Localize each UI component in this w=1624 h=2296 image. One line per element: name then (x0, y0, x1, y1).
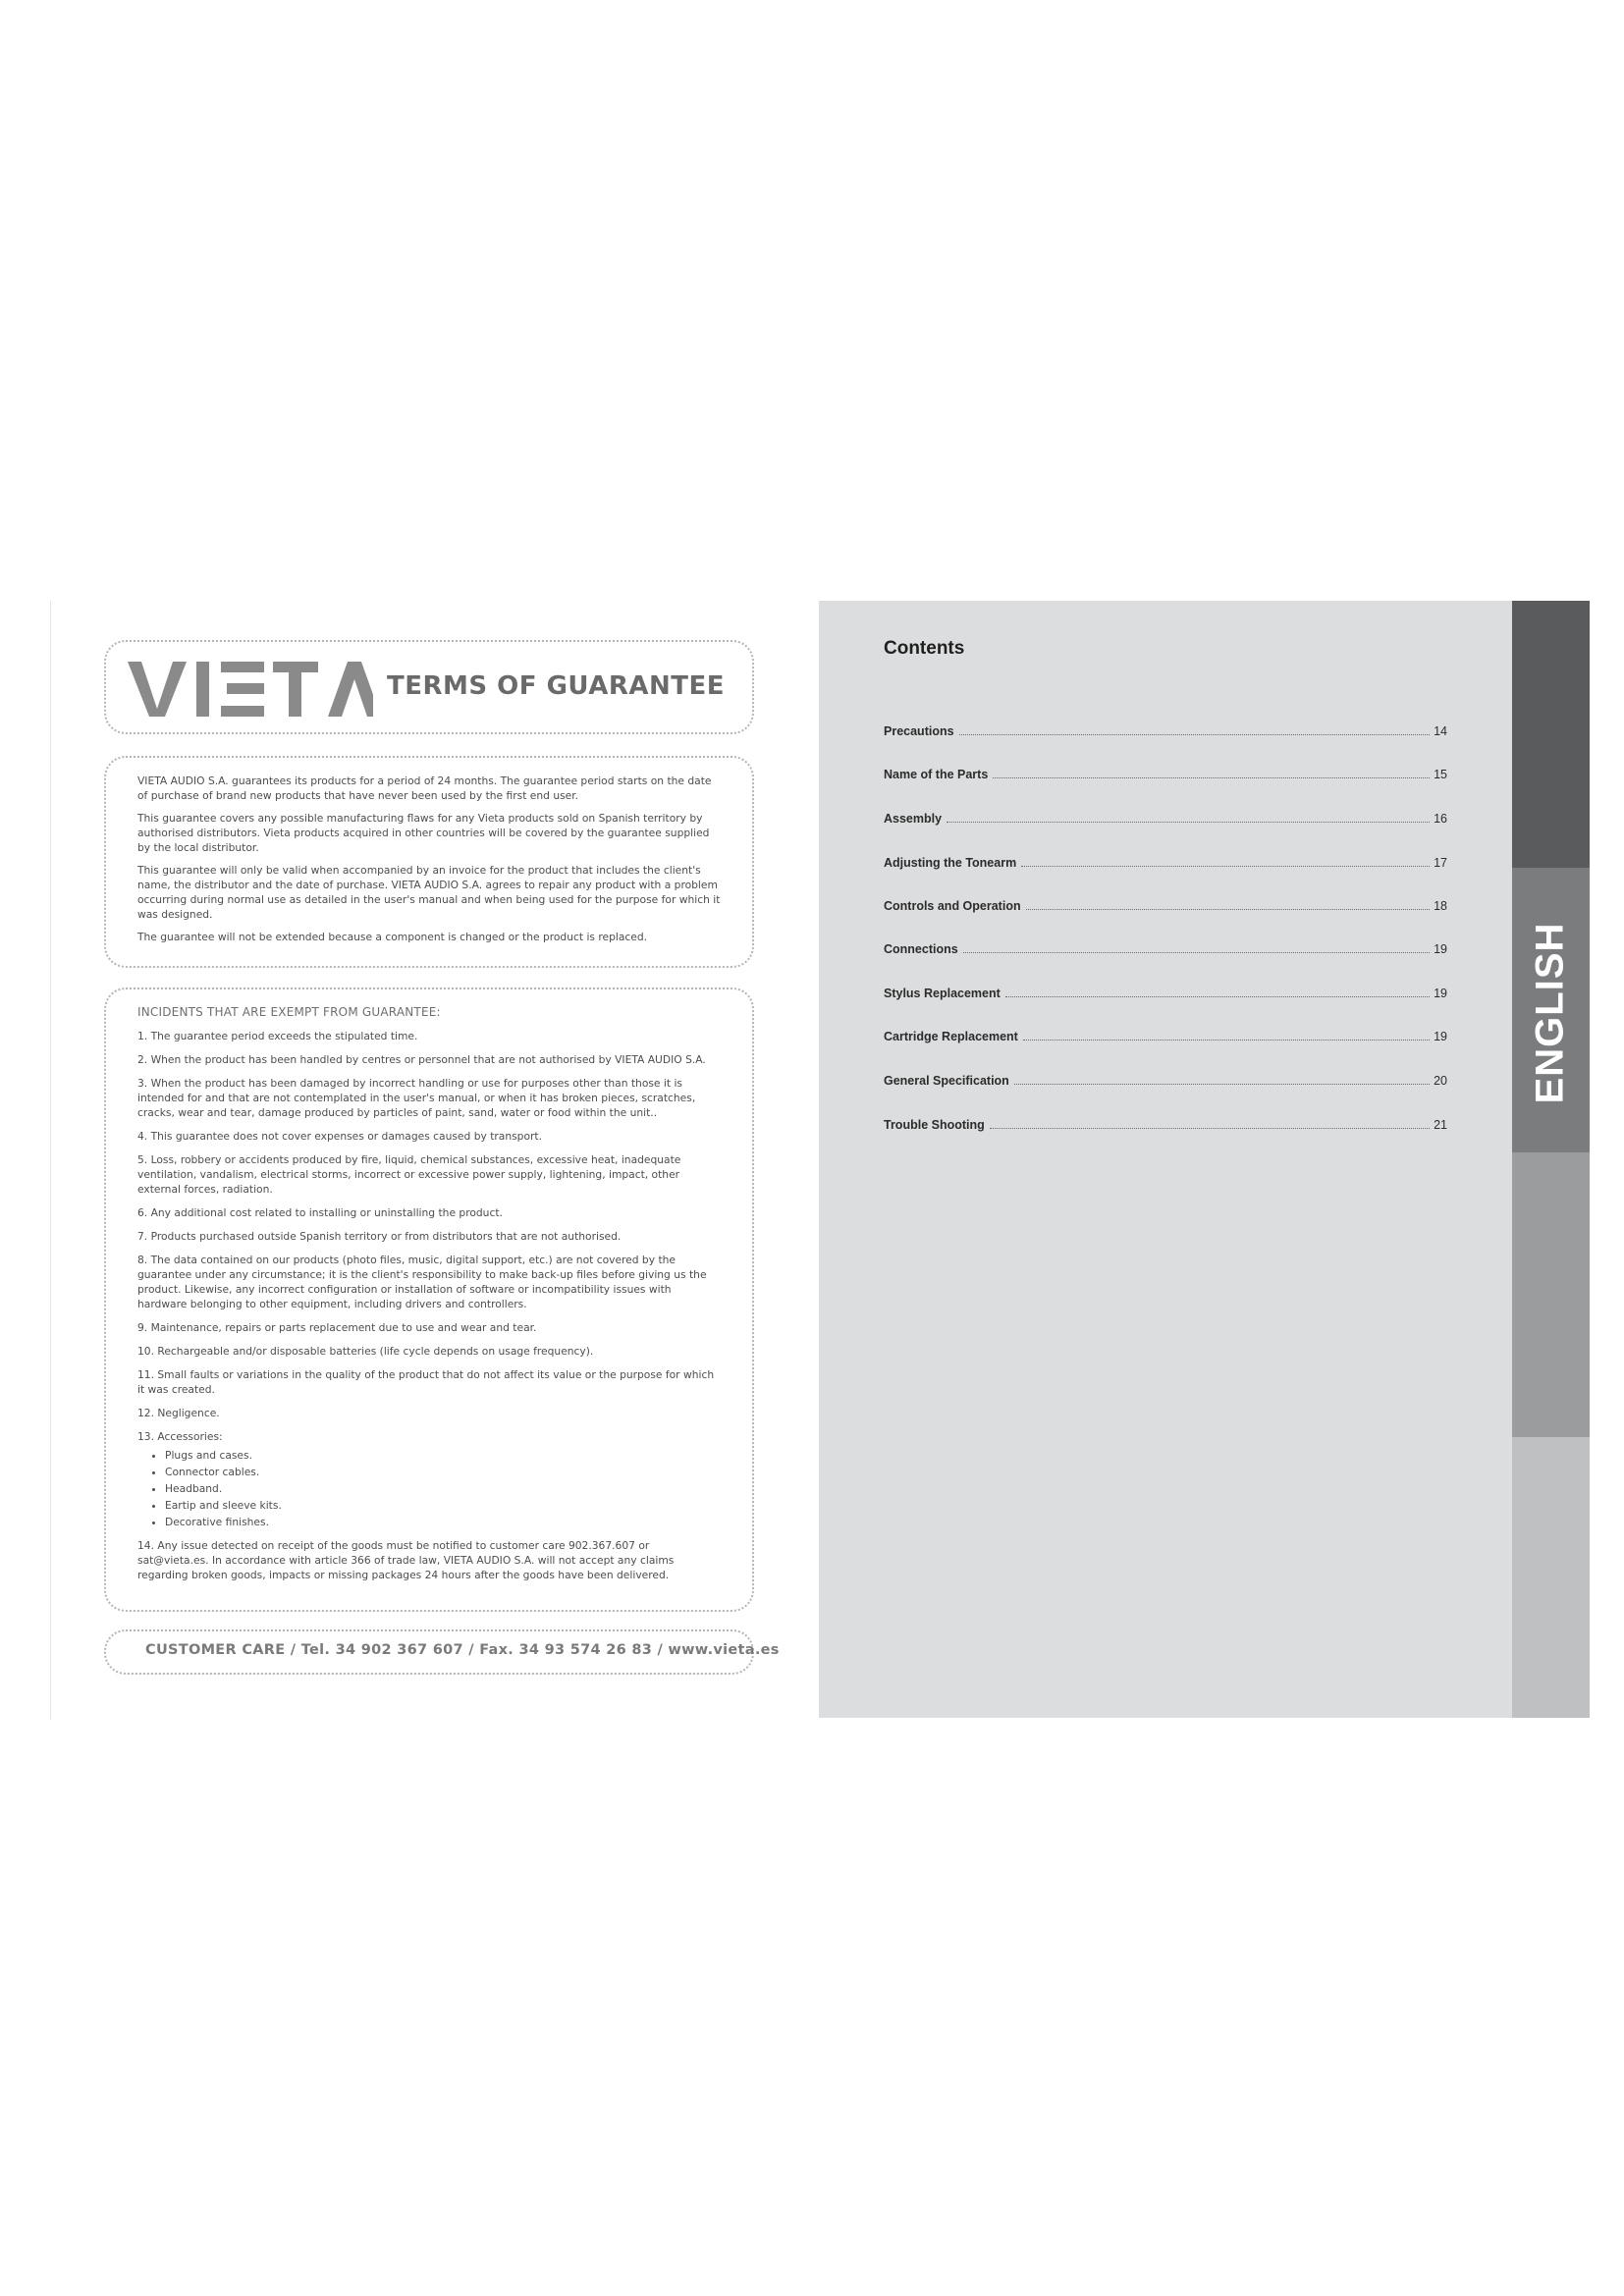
intro-paragraph: The guarantee will not be extended because a component is changed or the product is replaced. (137, 931, 648, 943)
toc-label: Stylus Replacement (884, 987, 1001, 1000)
exempt-item: 1. The guarantee period exceeds the stipulated time. (137, 1030, 418, 1042)
vieta-logo (128, 656, 373, 722)
exempt-heading: INCIDENTS THAT ARE EXEMPT FROM GUARANTEE: (137, 1005, 441, 1019)
toc-leader-dots (993, 777, 1430, 778)
guarantee-title-box (104, 640, 754, 734)
toc-entry[interactable] (884, 856, 1447, 870)
toc-entry[interactable] (884, 1030, 1447, 1043)
exempt-item: 5. Loss, robbery or accidents produced by fire, liquid, chemical substances, excessive heat, inadequate ventilation, vandalism, electrical storms, incorrect or excessive power supply, lightening, impact, other external forces, radiation. (137, 1153, 681, 1196)
toc-page-number: 21 (1434, 1118, 1447, 1132)
exempt-item: 8. The data contained on our products (photo files, music, digital support, etc.) are not covered by the guarantee under any circumstance; it is the client's responsibility to make back-up files before giving us the product. Likewise, any incorrect configuration or installation of software or incompatibility issues with hardware belonging to other equipment, including drivers and controllers. (137, 1254, 707, 1310)
toc-entry[interactable] (884, 942, 1447, 956)
toc-page-number: 16 (1434, 812, 1447, 826)
toc-entry[interactable] (884, 724, 1447, 738)
toc-page-number: 18 (1434, 899, 1447, 913)
exempt-item: 2. When the product has been handled by centres or personnel that are not authorised by VIETA AUDIO S.A. (137, 1053, 706, 1066)
accessory-item: • Plugs and cases. (165, 1447, 721, 1464)
toc-leader-dots (1005, 996, 1430, 997)
exempt-item: 7. Products purchased outside Spanish territory or from distributors that are not authorised. (137, 1230, 622, 1243)
toc-leader-dots (947, 822, 1430, 823)
customer-care-box (104, 1629, 780, 1675)
accessory-item: • Connector cables. (165, 1464, 721, 1480)
toc-entry[interactable] (884, 1074, 1447, 1088)
exempt-item: 9. Maintenance, repairs or parts replacement due to use and wear and tear. (137, 1321, 537, 1334)
toc-label: Adjusting the Tonearm (884, 856, 1017, 870)
exempt-item: 14. Any issue detected on receipt of the goods must be notified to customer care 902.367.607 or sat@vieta.es. In accordance with article 366 of trade law, VIETA AUDIO S.A. will not accept any claims regarding broken goods, impacts or missing packages 24 hours after the goods have been delivered. (137, 1539, 675, 1581)
toc-label: Cartridge Replacement (884, 1030, 1018, 1043)
exempt-item: 6. Any additional cost related to installing or uninstalling the product. (137, 1206, 503, 1219)
customer-care-text: CUSTOMER CARE / Tel. 34 902 367 607 / Fax. 34 93 574 26 83 / www.vieta.es (145, 1642, 780, 1658)
toc-leader-dots (963, 952, 1430, 953)
toc-page-number: 19 (1434, 1030, 1447, 1043)
toc-entry[interactable] (884, 768, 1447, 781)
contents-title: Contents (884, 638, 965, 659)
accessory-item: • Decorative finishes. (165, 1514, 721, 1530)
toc-label: Assembly (884, 812, 943, 826)
accessory-item: • Headband. (165, 1480, 721, 1497)
toc-entry[interactable] (884, 812, 1447, 826)
toc-page-number: 17 (1434, 856, 1447, 870)
accessory-item: • Eartip and sleeve kits. (165, 1497, 721, 1514)
language-tab-segment (1512, 1437, 1590, 1718)
toc-label: Connections (884, 942, 958, 956)
toc-leader-dots (1026, 909, 1431, 910)
page-edge-line (50, 601, 51, 1720)
contents-page (819, 601, 1512, 1718)
toc-page-number: 15 (1434, 768, 1447, 781)
toc-entry[interactable] (884, 1118, 1447, 1132)
intro-paragraph: VIETA AUDIO S.A. guarantees its products for a period of 24 months. The guarantee period starts on the date of purchase of brand new products that have never been used by the first end user. (137, 774, 712, 802)
toc-leader-dots (1021, 866, 1430, 867)
guarantee-title: TERMS OF GUARANTEE (387, 671, 726, 701)
exempt-item: 3. When the product has been damaged by incorrect handling or use for purposes other than those it is intended for and that are not contemplated in the user's manual, or when it has broken pieces, scratches, cracks, wear and tear, damage produced by particles of paint, sand, water or food within the unit.. (137, 1077, 696, 1119)
toc-label: Controls and Operation (884, 899, 1021, 913)
toc-label: Trouble Shooting (884, 1118, 985, 1132)
guarantee-intro-box (104, 756, 754, 968)
toc-page-number: 19 (1434, 942, 1447, 956)
toc-entry[interactable] (884, 899, 1447, 913)
toc-page-number: 14 (1434, 724, 1447, 738)
toc-leader-dots (1014, 1084, 1430, 1085)
accessories-list (137, 1447, 721, 1530)
toc-entry[interactable] (884, 987, 1447, 1000)
toc-leader-dots (1023, 1040, 1430, 1041)
language-label: ENGLISH (1528, 922, 1572, 1104)
intro-paragraph: This guarantee covers any possible manufacturing flaws for any Vieta products sold on Spanish territory by authorised distributors. Vieta products acquired in other countries will be covered by the guarantee supplied by the local distributor. (137, 812, 710, 854)
toc-label: General Specification (884, 1074, 1009, 1088)
exempt-incidents-box (104, 988, 754, 1612)
exempt-item: 13. Accessories: (137, 1430, 223, 1443)
toc-leader-dots (959, 734, 1431, 735)
language-tab-segment (1512, 1152, 1590, 1437)
exempt-item: 10. Rechargeable and/or disposable batteries (life cycle depends on usage frequency). (137, 1345, 594, 1358)
toc-page-number: 19 (1434, 987, 1447, 1000)
exempt-item: 4. This guarantee does not cover expenses or damages caused by transport. (137, 1130, 542, 1143)
toc-page-number: 20 (1434, 1074, 1447, 1088)
toc-leader-dots (990, 1128, 1430, 1129)
exempt-item: 12. Negligence. (137, 1407, 220, 1419)
toc-label: Name of the Parts (884, 768, 989, 781)
exempt-item: 11. Small faults or variations in the quality of the product that do not affect its value or the purpose for which it was created. (137, 1368, 715, 1396)
intro-paragraph: This guarantee will only be valid when accompanied by an invoice for the product that includes the client's name, the distributor and the date of purchase. VIETA AUDIO S.A. agrees to repair any product with a problem occurring during normal use as detailed in the user's manual and when being used for the purpose for which it was designed. (137, 864, 721, 921)
language-tab-segment (1512, 601, 1590, 868)
toc-label: Precautions (884, 724, 954, 738)
